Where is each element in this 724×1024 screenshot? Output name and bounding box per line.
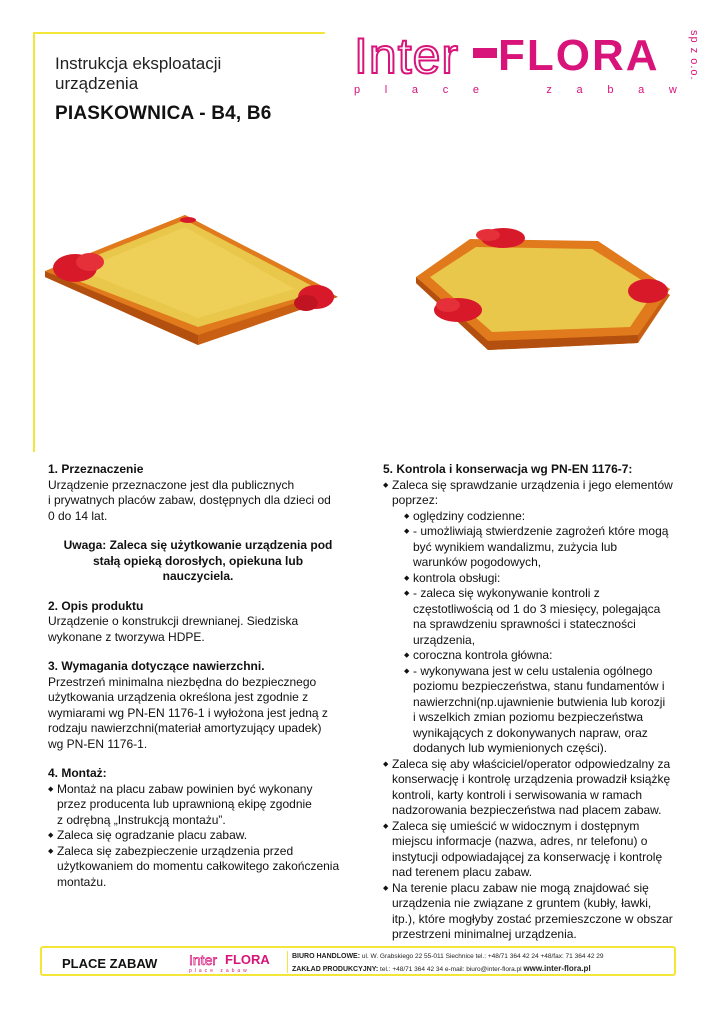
footer-website-link[interactable]: www.inter-flora.pl <box>523 964 591 973</box>
bullet-item-cont: poprzez: <box>392 493 439 507</box>
bullet-item-cont: miejscu informacje (nazwa, adres, nr telefonu) o <box>392 834 648 848</box>
sandbox-b6-illustration <box>408 225 678 360</box>
section-1-text: 0 do 14 lat. <box>48 508 108 523</box>
logo-dash <box>473 48 497 58</box>
warning-text: Uwaga: Zaleca się użytkowanie urządzenia pod <box>63 538 333 552</box>
sub-bullet-cont: na sprawdzeniu sprawności i stateczności <box>413 617 636 631</box>
section-3-text: wg PN-EN 1176-1. <box>48 736 148 751</box>
section-3-text: wymiarami wg PN-EN 1176-1 i wyłożona jest jedną z <box>48 705 328 720</box>
bullet-item-cont: montażu. <box>57 874 107 889</box>
bullet-item: ◆ Zaleca się aby właściciel/operator odpowiedzalny za <box>383 757 683 773</box>
sub-bullet-cont: nawierzchni(np.ujawnienie butwienia lub korozji <box>413 694 666 709</box>
section-1-text: Urządzenie przeznaczone jest dla publicznych <box>48 477 295 492</box>
sub-bullet-item: ◆ kontrola obsługi: <box>383 571 683 587</box>
bullet-item: ◆ Zaleca się zabezpieczenie urządzenia przed <box>48 844 348 860</box>
footer-logo-inter: Inter <box>189 952 218 968</box>
bullet-item-cont: urządzenia nie związane z gruntem (kubły, ławki, <box>392 896 652 910</box>
logo-legal-form: sp z o.o. <box>688 30 700 81</box>
bullet-item-cont: itp.), które mogłyby zostać przemieszczone w obszar <box>392 911 673 926</box>
footer-plant-text: tel.: +48/71 364 42 34 e-mail: biuro@inter-flora.pl <box>380 966 522 973</box>
sub-bullet-cont: dodanych lub wymienionych części). <box>413 741 608 755</box>
sub-bullet-item: ◆ - zaleca się wykonywanie kontroli z <box>383 586 683 602</box>
bullet-item: ◆ Zaleca się umieścić w widocznym i dostępnym <box>383 819 683 835</box>
footer-logo <box>189 953 283 975</box>
section-2-text: wykonane z tworzywa HDPE. <box>48 629 205 644</box>
sub-bullet-item: ◆ coroczna kontrola główna: <box>383 648 683 664</box>
section-3-title: 3. Wymagania dotyczące nawierzchni. <box>48 659 265 673</box>
sub-bullet-cont: urządzenia, <box>413 632 476 647</box>
document-title: PIASKOWNICA - B4, B6 <box>55 103 272 124</box>
section-2-text: Urządzenie o konstrukcji drewnianej. Siedziska <box>48 614 299 628</box>
sub-bullet-item: ◆ oględziny codzienne: <box>383 509 683 525</box>
left-column <box>48 462 348 890</box>
bullet-item-cont: nad terenem placu zabaw. <box>392 865 533 879</box>
bullet-item-cont: konserwację i kontrolę urządzenia prowadził książkę <box>392 772 671 786</box>
bullet-item-cont: nadzorowania bezpieczeństwa nad placem zabaw. <box>392 803 662 817</box>
bullet-item-cont: przestrzeni minimalnej urządzenia. <box>392 927 577 941</box>
sub-bullet-cont: być wynikiem wandalizmu, zużycia lub <box>413 539 618 554</box>
sandbox-b4-illustration <box>40 215 340 345</box>
section-3-text: użytkowania urządzenia określona jest zgodnie z <box>48 690 309 704</box>
header-frame-top <box>33 32 325 34</box>
bullet-item: ◆ Zaleca się sprawdzanie urządzenia i jego elementów <box>383 478 683 494</box>
logo-inter-text: Inter <box>354 28 460 84</box>
section-1-text: i prywatnych placów zabaw, dostępnych dla dzieci od <box>48 493 331 507</box>
footer-divider <box>287 951 288 973</box>
document-subtitle: Instrukcja eksploatacji urządzenia <box>55 54 222 93</box>
section-1-title: 1. Przeznaczenie <box>48 462 144 476</box>
footer-office-label: BIURO HANDLOWE: <box>292 953 361 960</box>
footer-place-label: PLACE ZABAW <box>62 956 158 971</box>
sub-bullet-cont: poziomu bezpieczeństwa, stanu fundamentów i <box>413 679 665 693</box>
sub-bullet-item: ◆ - umożliwiają stwierdzenie zagrożeń które mogą <box>383 524 683 540</box>
bullet-item-cont: kontroli, karty kontroli i serwisowania w ramach <box>392 787 643 802</box>
warning-text: nauczyciela. <box>162 569 234 583</box>
sub-bullet-item: ◆ - wykonywana jest w celu ustalenia ogólnego <box>383 664 683 680</box>
footer-office-text: ul. W. Grabskiego 22 55-011 Siechnice tel.: +48/71 364 42 24 +48/fax: 71 364 42 29 <box>361 953 604 960</box>
footer <box>40 946 676 976</box>
bullet-item: ◆ Na terenie placu zabaw nie mogą znajdować się <box>383 881 683 897</box>
section-3-text: Przestrzeń minimalna niezbędna do bezpiecznego <box>48 674 317 689</box>
bullet-item-cont: instytucji odpowiadającej za konserwację i kontrolę <box>392 849 663 864</box>
bullet-item-cont: użytkowaniem do momentu całkowitego zakończenia <box>57 859 340 873</box>
footer-plant-label: ZAKŁAD PRODUKCYJNY: <box>292 966 379 973</box>
bullet-item-cont: przez producenta lub uprawnioną ekipę zgodnie <box>57 797 312 811</box>
bullet-item-cont: z odrębną „Instrukcją montażu”. <box>57 812 226 827</box>
section-2-title: 2. Opis produktu <box>48 598 144 613</box>
right-column <box>383 462 683 943</box>
footer-office-row <box>292 953 604 960</box>
header-frame-left <box>33 32 35 452</box>
sub-bullet-cont: wynikających z dokonywanych napraw, oraz <box>413 725 648 740</box>
footer-logo-tagline: place zabaw <box>189 968 250 974</box>
footer-plant-row <box>292 964 591 973</box>
section-5-title: 5. Kontrola i konserwacja wg PN-EN 1176-7: <box>383 462 633 476</box>
bullet-item: ◆ Montaż na placu zabaw powinien być wykonany <box>48 782 348 798</box>
section-4-title: 4. Montaż: <box>48 766 107 780</box>
logo-tagline: p l a c e z a b a w <box>354 84 679 96</box>
warning-text: stałą opieką dorosłych, opiekuna lub <box>92 553 304 568</box>
sub-bullet-cont: częstotliwością od 1 do 3 miesięcy, polegająca <box>413 601 661 616</box>
section-3-text: rodzaju nawierzchni(materiał amortyzujący upadek) <box>48 721 322 735</box>
bullet-item: ◆ Zaleca się ogradzanie placu zabaw. <box>48 828 348 844</box>
company-logo <box>340 26 700 106</box>
footer-logo-flora: FLORA <box>225 952 270 967</box>
sub-bullet-cont: warunków pogodowych, <box>413 555 542 569</box>
sub-bullet-cont: i wszelkich zmian poziomu bezpieczeństwa <box>413 710 644 724</box>
logo-flora-text: FLORA <box>498 31 660 80</box>
